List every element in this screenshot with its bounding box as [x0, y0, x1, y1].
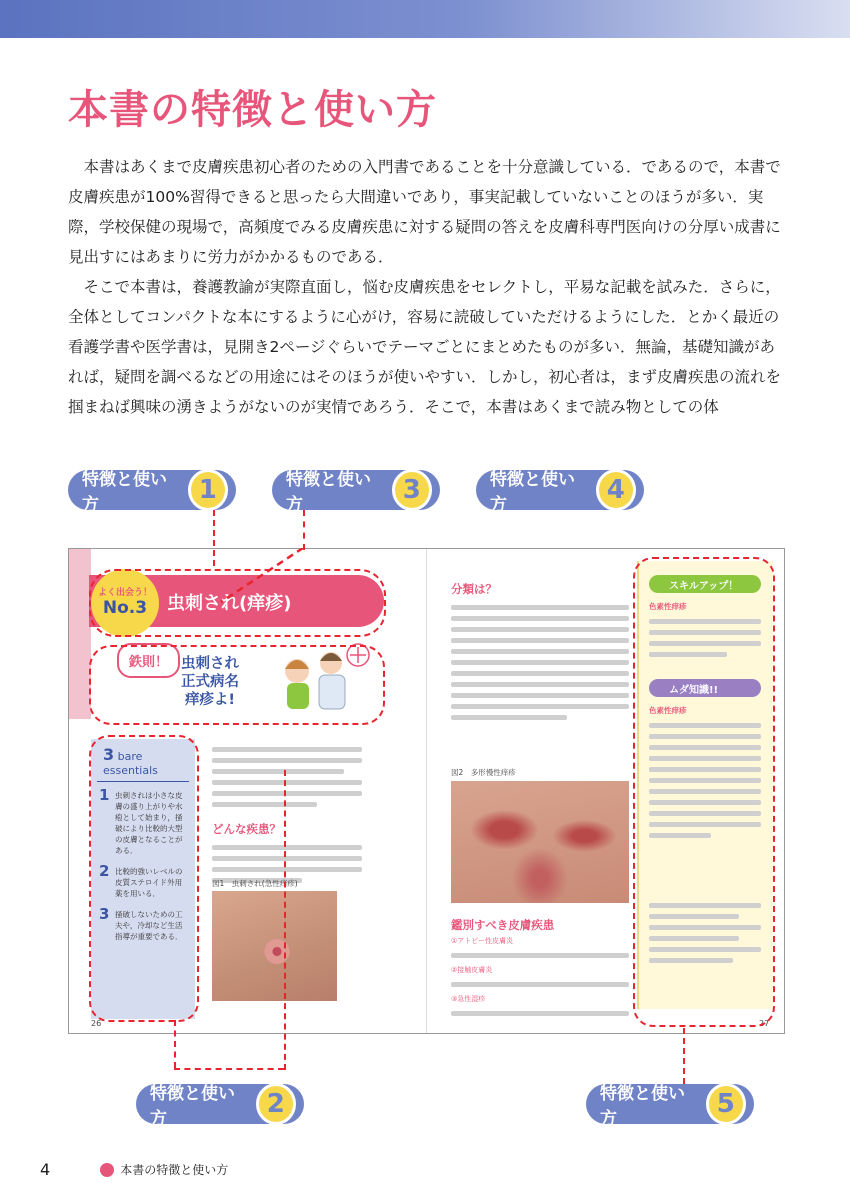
callout-number: 5 [706, 1083, 746, 1125]
page-number-left: 26 [91, 1019, 102, 1028]
callout-label: 特徴と使い方 [600, 1084, 685, 1129]
callout-label: 特徴と使い方 [150, 1084, 235, 1129]
page-number: 4 [40, 1160, 51, 1179]
body-text-lines [451, 599, 629, 726]
callout-3 [272, 470, 440, 515]
bare-item-text: 虫刺されは小さな皮膚の盛り上がりや水疱として始まり，掻破により比較的大型の皮膚となることがある． [115, 791, 183, 855]
top-band [0, 0, 850, 38]
differential-item: ③急性湿疹 [451, 995, 486, 1003]
rule-label: 鉄則！ [117, 643, 180, 678]
figure-2-caption: 図2 多形慢性痒疹 [451, 768, 516, 777]
badge-number: No.3 [102, 598, 148, 618]
rule-line: 虫刺され [181, 656, 239, 672]
callout-label: 特徴と使い方 [82, 470, 167, 515]
intro-paragraph: そこで本書は，養護教諭が実際直面し，悩む皮膚疾患をセレクトし，平易な記載を試みた．さらに，全体としてコンパクトな本にするように心がけ，容易に読破していただけるようにした．とかく最近の看護学書や医学書は，見開き2ページぐらいでテーマごとにまとめたものが多い．無論，基礎知識があれば，疑問を調べるなどの用途にはそのほうが使いやすい．しかし，初心者は，まず皮膚疾患の流れを掴まねば興味の湧きようがないのが実情であろう．そこで，本書はあくまで読み物としての体 [68, 278, 782, 416]
differential-item: ①アトピー性皮膚炎 [451, 937, 513, 945]
pink-bar [69, 549, 91, 719]
connector-3-diagonal [215, 548, 307, 604]
figure-2-photo [451, 781, 629, 903]
figure-1-caption: 図1 虫刺され(急性痒疹) [212, 879, 298, 888]
page-footer [40, 1160, 228, 1179]
connector-2-horizontal [174, 1068, 284, 1070]
connector-3 [303, 510, 305, 550]
bare-item-text: 掻破しないための工夫や，冷却など生活指導が重要である． [115, 910, 183, 941]
rule-line: 痒疹よ! [184, 692, 236, 708]
bare-title-number: 3 [103, 745, 115, 764]
muda-subhead: 色素性痒疹 [649, 706, 687, 715]
badge-small-text: よく出会う！ [97, 588, 152, 598]
page-number-right: 27 [759, 1019, 770, 1028]
spread-gutter [426, 549, 427, 1033]
differential-list [451, 935, 629, 1022]
highlight-rule [89, 645, 385, 725]
connector-2a [174, 1020, 176, 1068]
subhead-donna: どんな疾患？ [212, 822, 281, 836]
intro-paragraph: 本書はあくまで皮膚疾患初心者のための入門書であることを十分意識している．であるので，本書で皮膚疾患が100%習得できると思ったら大間違いであり，事実記載していないことのほうが多い．実際，学校保健の現場で，高頻度でみる皮膚疾患に対する疑問の答えを皮膚科専門医向けの分厚い成書に見出すにはあまりに労力がかかるものである． [68, 158, 781, 266]
callout-label: 特徴と使い方 [286, 470, 371, 515]
sample-spread [68, 548, 785, 1034]
callout-5 [586, 1084, 754, 1129]
rule-line: 正式病名 [181, 674, 239, 690]
callout-1 [68, 470, 236, 515]
bare-title-text: bare essentials [103, 750, 158, 777]
callout-2 [136, 1084, 304, 1129]
figure-1-photo [212, 891, 337, 1001]
callout-number: 2 [256, 1083, 296, 1125]
page-title: 本書の特徴と使い方 [68, 87, 437, 133]
callout-number: 3 [392, 469, 432, 511]
body-text-lines [212, 741, 362, 813]
highlight-bare-essentials [89, 735, 199, 1022]
highlight-sidebar [633, 557, 775, 1027]
connector-2b [284, 770, 286, 1070]
callout-4 [476, 470, 644, 515]
callout-label: 特徴と使い方 [490, 470, 575, 515]
callout-number: 1 [188, 469, 228, 511]
subhead-bunrui: 分類は？ [451, 582, 497, 596]
intro-text [68, 152, 788, 422]
skill-up-subhead: 色素性痒疹 [649, 602, 687, 611]
chapter-title: 虫刺され(痒疹) [167, 593, 292, 614]
footer-label: 本書の特徴と使い方 [120, 1163, 229, 1177]
muda-chishiki-header: ムダ知識!! [649, 679, 761, 697]
bare-item-number: 2 [99, 862, 110, 880]
footer-bullet-icon [100, 1163, 114, 1177]
skill-up-header: スキルアップ！ [649, 575, 761, 593]
bare-item-text: 比較的強いレベルの皮質ステロイド外用薬を用いる． [115, 867, 183, 898]
callout-number: 4 [596, 469, 636, 511]
subhead-kanbetsu: 鑑別すべき皮膚疾患 [451, 918, 555, 932]
bare-item-number: 1 [99, 786, 110, 804]
bare-item-number: 3 [99, 905, 110, 923]
differential-item: ②接触皮膚炎 [451, 966, 493, 974]
connector-5 [683, 1028, 685, 1084]
